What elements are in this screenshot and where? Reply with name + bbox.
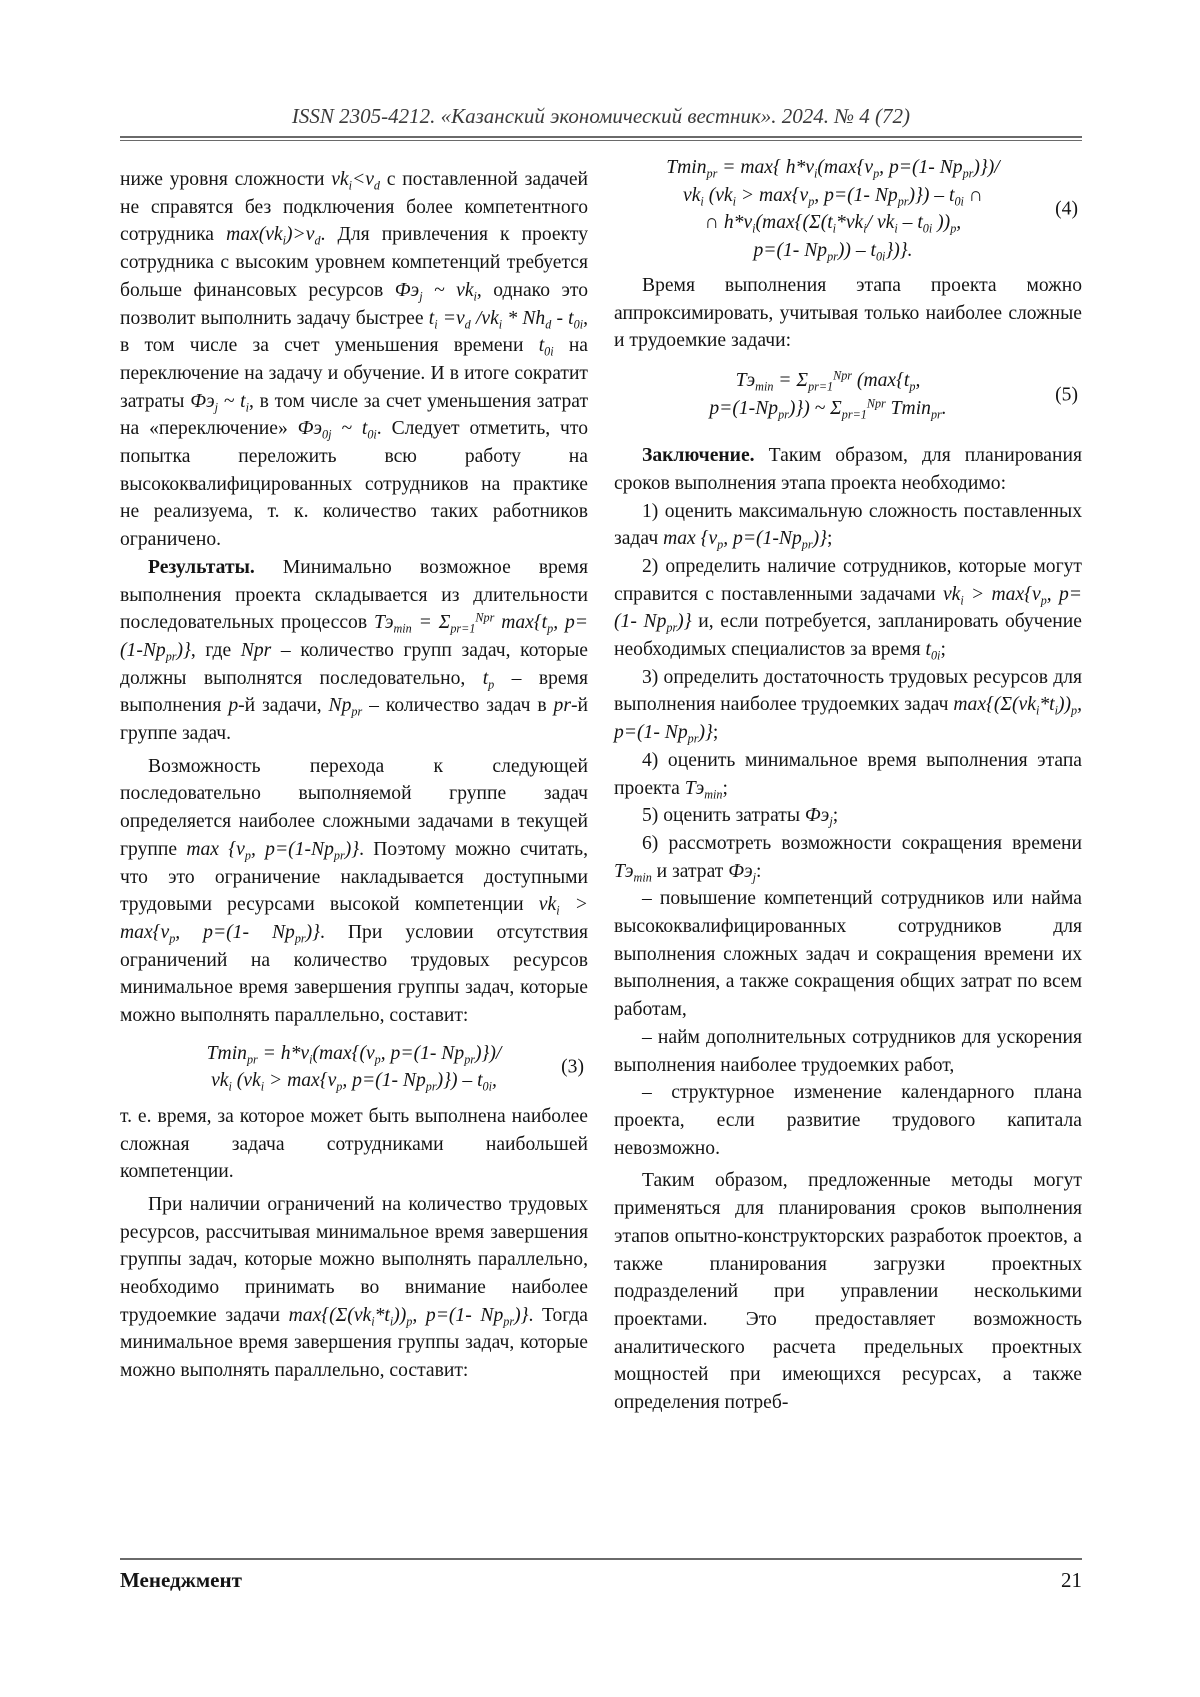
approximation-paragraph: Время выполнения этапа проекта можно аппроксимировать, учитывая только наиболее сложные и трудоемкие задачи:	[614, 275, 1082, 352]
list-item: 5) оценить затраты $Фэ_j$;	[642, 805, 839, 829]
intro-paragraph: ниже уровня сложности $vk_i<v_d$ с поставленной задачей не справятся без подключения более компетентного сотрудника $\max(vk_i)>v_d$. Для привлечения к проекту сотрудника с высоким уровнем компетенций требуется больше финансовых ресурсов $Фэ_j$ ~ $vk_i$, однако это позволит выполнить задачу быстрее $t_i =v_d$ $/vk_i * Nh_d - t_{0i}$, в том числе за счет уменьшения времени $t_{0i}$ на переключение на задачу и обучение. И в итоге сократит затраты $Фэ_j$ ~ $t_i$, в том числе за счет уменьшения затрат на «переключение» $Фэ_{0j}$ ~ $t_{0i}$. Следует отметить, что попытка переложить всю работу на высококвалифицированных сотрудников на практике не реализуема, т. к. количество таких работников ограничено.	[120, 169, 589, 551]
explanation-paragraph: т. е. время, за которое может быть выполнена наиболее сложная задача сотрудниками наибольшей компетенции.	[120, 1105, 588, 1183]
header-rule-lower	[120, 140, 1082, 141]
left-column	[120, 166, 588, 1385]
list-item: 4) оценить минимальное время выполнения этапа проекта $Тэ_{min}$;	[614, 749, 1082, 801]
formula-4: Tmin$_{pr}$ = max{ $h*v_i(\max\{v_p$, p=(1- $Np_{pr})\})/$ $vk_i$ ($vk_i > \max\{v_p$, p=(1- $Np_{pr})\}) - t_{0i}$ ∩ ∩ $h*v_i(\max\{(\Sigma(t_i*vk_i/$ $vk_i - t_{0i}$ ))$_p$, p=(1- $Np_{pr})) - t_{0i}$})}. (4)	[666, 157, 1078, 263]
dash-item: – повышение компетенций сотрудников или найма высококвалифицированных сотрудников для выполнения сложных задач и сокращения времени их выполнения, а также сокращения общих затрат по всем работам,	[614, 888, 1082, 1021]
footer-rule	[120, 1558, 1082, 1560]
formula-4-number: (4)	[1055, 198, 1078, 220]
journal-header: ISSN 2305-4212. «Казанский экономический вестник». 2024. № 4 (72)	[291, 104, 911, 128]
list-item: 3) определить достаточность трудовых ресурсов для выполнения наиболее трудоемких задач $\max\{(\Sigma(vk_i*t_i))_p$, p=(1- $Np_{pr}$)};	[614, 666, 1082, 746]
page-number: 21	[1061, 1568, 1082, 1592]
formula-3: $Tmin_{pr} = h*v_i(\max\{(v_p$, p=(1- $Np_{pr})\})/$ $vk_i$ ($vk_i > \max\{v_p$, p=(1- $Np_{pr})\}) - t_{0i}$, (3)	[206, 1042, 584, 1094]
header-rule	[120, 136, 1082, 138]
list-item: 2) определить наличие сотрудников, которые могут справится с поставленными задачами $vk_i > \max\{v_p$, p=(1- $Np_{pr}$)} и, если потребуется, запланировать обучение необходимых специалистов за время $t_{0i}$;	[614, 555, 1082, 663]
list-item: 1) оценить максимальную сложность поставленных задач $\max \{v_p$, $p=(1-Np_{pr})$};	[614, 500, 1082, 552]
dash-item: – структурное изменение календарного плана проекта, если развитие трудового капитала невозможно.	[614, 1082, 1082, 1159]
results-heading: Результаты.	[148, 556, 255, 578]
section-title: Менеджмент	[120, 1568, 242, 1592]
results-paragraph: Результаты. Минимально возможное время выполнения проекта складывается из длительности последовательных процессов $Тэ_{min} = \Sigma_{pr=1}^{Npr}$ $\max\{t_p$, $p=(1-Np_{pr})$}, где Npr – количество групп задач, которые должны выполнятся последовательно, $t_p$ – время выполнения p-й задачи, $Np_{pr}$ – количество задач в pr-й группе задач.	[120, 556, 588, 745]
formula-5-number: (5)	[1055, 383, 1078, 405]
right-column	[614, 157, 1082, 1417]
conclusion-paragraph: Заключение. Таким образом, для планирования сроков выполнения этапа проекта необходимо:	[614, 445, 1082, 494]
list-item: 6) рассмотреть возможности сокращения времени $Тэ_{min}$ и затрат $Фэ_j$:	[614, 832, 1082, 884]
transition-paragraph: Возможность перехода к следующей последовательно выполняемой группе задач определяется наиболее сложными задачами в текущей группе $\max \{v_p$, $p=(1-Np_{pr})$}. Поэтому можно считать, что это ограничение накладывается доступными трудовыми ресурсами высокой компетенции $vk_i > \max\{v_p$, p=(1- $Np_{pr}$)}. При условии отсутствия ограничений на количество трудовых ресурсов минимальное время завершения группы задач, которые можно выполнять параллельно, составит:	[120, 755, 588, 1027]
final-paragraph: Таким образом, предложенные методы могут применяться для планирования сроков выполнения этапов опытно-конструкторских разработок проектов, а также планирования загрузки проектных подразделений при управлении несколькими проектами. Это предоставляет возможность аналитического расчета предельных проектных мощностей при имеющихся ресурсах, а также определения потреб-	[614, 1170, 1082, 1414]
dash-item: – найм дополнительных сотрудников для ускорения выполнения наиболее трудоемких работ,	[614, 1026, 1082, 1076]
conclusion-heading: Заключение.	[642, 445, 755, 467]
constraints-paragraph: При наличии ограничений на количество трудовых ресурсов, рассчитывая минимальное время завершения группы задач, которые можно выполнять параллельно, необходимо принимать во внимание наиболее трудоемкие задачи $\max\{(\Sigma(vk_i*t_i))_p$, p=(1- $Np_{pr}$)}. Тогда минимальное время завершения группы задач, которые можно выполнять параллельно, составит:	[120, 1193, 588, 1382]
formula-5: $Тэ_{min} = \Sigma_{pr=1}^{Npr}$ ($\max\{t_p$, $p=(1-Np_{pr})$}) ~ $\Sigma_{pr=1}^{Npr}$ Tmin$_{pr}$. (5)	[709, 368, 1078, 421]
formula-3-number: (3)	[561, 1056, 584, 1078]
